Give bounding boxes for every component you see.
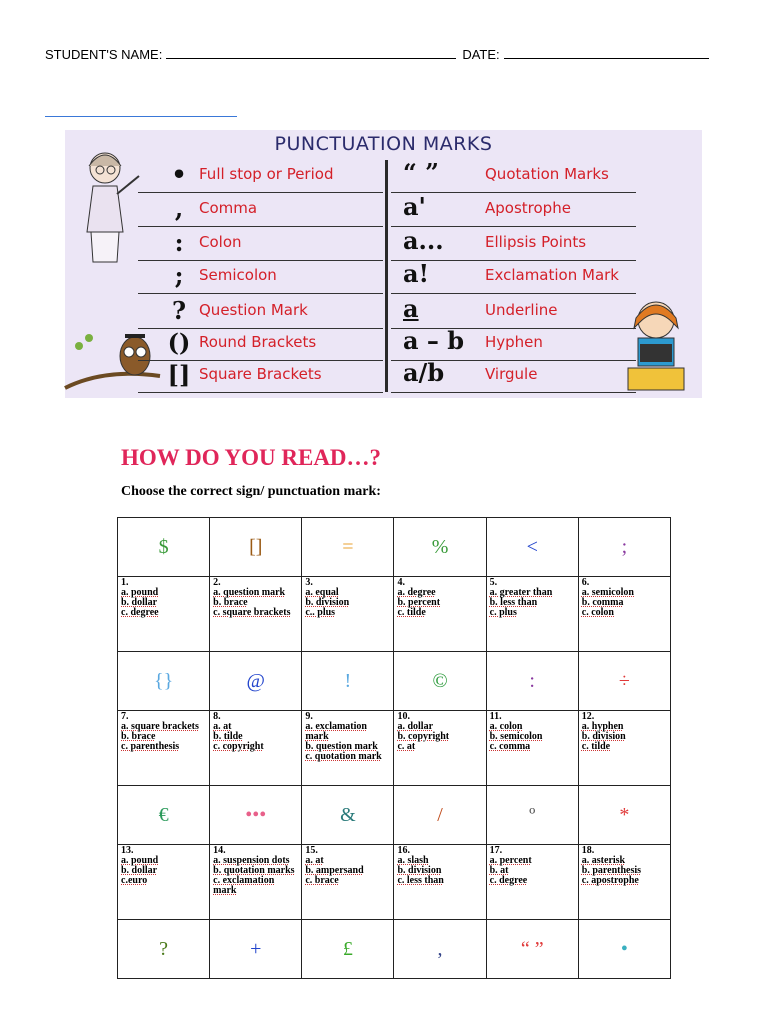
question-number: 17. bbox=[489, 845, 503, 856]
answer-option[interactable]: c. tilde bbox=[397, 607, 426, 618]
punctuation-symbol: € bbox=[158, 803, 169, 826]
banner-right-label: Hyphen bbox=[485, 333, 543, 351]
banner-title: PUNCTUATION MARKS bbox=[274, 133, 493, 155]
symbol-cell bbox=[394, 920, 486, 979]
banner-right-label: Ellipsis Points bbox=[485, 233, 587, 251]
question-number: 2. bbox=[213, 577, 221, 588]
banner-left-label: Comma bbox=[199, 199, 258, 217]
banner-left-symbol: [] bbox=[167, 360, 191, 389]
answer-option[interactable]: c. tilde bbox=[581, 741, 611, 752]
banner-left-symbol: • bbox=[171, 160, 187, 189]
options-cell bbox=[210, 845, 302, 920]
punctuation-symbol: £ bbox=[342, 937, 353, 960]
quiz-title: HOW DO YOU READ…? bbox=[121, 445, 382, 470]
answer-option[interactable]: b. dollar bbox=[121, 865, 158, 876]
quiz-subtitle: Choose the correct sign/ punctuation mark: bbox=[121, 484, 381, 499]
student-name-label: STUDENT'S NAME: bbox=[45, 47, 163, 62]
quiz-grid bbox=[117, 517, 671, 960]
options-cell bbox=[486, 577, 578, 652]
punctuation-symbol: + bbox=[250, 937, 262, 960]
answer-option[interactable]: b. percent bbox=[397, 597, 441, 608]
symbol-cell bbox=[302, 920, 394, 979]
header bbox=[45, 44, 735, 62]
question-number: 7. bbox=[121, 711, 129, 722]
question-number: 3. bbox=[305, 577, 313, 588]
answer-option[interactable]: b. division bbox=[397, 865, 442, 876]
question-number: 11. bbox=[489, 711, 502, 722]
options-cell bbox=[118, 845, 210, 920]
symbol-cell bbox=[486, 920, 578, 979]
punctuation-symbol: @ bbox=[246, 669, 265, 692]
options-cell bbox=[302, 845, 394, 920]
banner-left-symbol: () bbox=[167, 328, 191, 357]
options-cell bbox=[394, 711, 486, 786]
banner-left-rule bbox=[138, 226, 383, 227]
punctuation-symbol: ••• bbox=[245, 803, 267, 826]
question-number: 6. bbox=[581, 577, 590, 588]
answer-option[interactable]: a. colon bbox=[489, 721, 523, 732]
punctuation-symbol: * bbox=[619, 803, 630, 826]
answer-option[interactable]: a. equal bbox=[305, 587, 339, 598]
banner-left-label: Full stop or Period bbox=[199, 165, 334, 183]
answer-option[interactable]: b. less than bbox=[489, 597, 538, 608]
answer-option[interactable]: a. square brackets bbox=[121, 721, 199, 732]
answer-option[interactable]: c. brace bbox=[305, 875, 339, 886]
punctuation-symbol: ? bbox=[159, 937, 169, 960]
answer-option[interactable]: a. greater than bbox=[489, 587, 553, 598]
answer-option[interactable]: b. semicolon bbox=[489, 731, 543, 742]
answer-option[interactable]: b. copyright bbox=[397, 731, 450, 742]
answer-option[interactable]: b. parenthesis bbox=[581, 865, 642, 876]
answer-option[interactable]: b. at bbox=[489, 865, 509, 876]
answer-option[interactable]: c. quotation mark bbox=[305, 751, 382, 762]
banner-right-symbol: a... bbox=[403, 226, 444, 255]
answer-option[interactable]: b. tilde bbox=[213, 731, 243, 742]
answer-option[interactable]: a. suspension dots bbox=[213, 855, 290, 866]
answer-option[interactable]: c. comma bbox=[489, 741, 531, 752]
banner-left-symbol: ; bbox=[174, 261, 184, 290]
question-number: 14. bbox=[213, 845, 226, 856]
punctuation-symbol: {} bbox=[153, 669, 174, 692]
symbol-cell bbox=[210, 518, 302, 577]
question-number: 13. bbox=[121, 845, 134, 856]
owl-illustration bbox=[65, 328, 160, 394]
answer-option[interactable]: b. brace bbox=[121, 731, 156, 742]
banner-left-symbol: ? bbox=[171, 296, 187, 325]
symbol-cell bbox=[118, 518, 210, 577]
punctuation-symbol: • bbox=[620, 937, 628, 960]
blue-rule bbox=[45, 116, 237, 117]
symbol-cell bbox=[210, 786, 302, 845]
answer-option[interactable]: c. square brackets bbox=[213, 607, 291, 618]
answer-option[interactable]: b. ampersand bbox=[305, 865, 364, 876]
symbol-cell bbox=[210, 920, 302, 979]
punctuation-symbol: ; bbox=[621, 535, 628, 558]
banner-left-label: Question Mark bbox=[199, 301, 308, 319]
punctuation-symbol: [] bbox=[249, 535, 263, 558]
symbol-cell bbox=[578, 920, 670, 979]
options-cell bbox=[486, 711, 578, 786]
answer-option[interactable]: c. degree bbox=[121, 607, 159, 618]
answer-option[interactable]: b. dollar bbox=[121, 597, 158, 608]
answer-option[interactable]: b. question mark bbox=[305, 741, 378, 752]
answer-option[interactable]: c. colon bbox=[581, 607, 614, 618]
question-number: 16. bbox=[397, 845, 410, 856]
answer-option[interactable]: c.. plus bbox=[305, 607, 336, 618]
banner-left-label: Square Brackets bbox=[199, 365, 322, 383]
answer-option[interactable]: c. degree bbox=[489, 875, 528, 886]
symbol-row bbox=[118, 920, 671, 979]
symbol-cell bbox=[118, 786, 210, 845]
symbol-cell bbox=[302, 786, 394, 845]
answer-option[interactable]: c. less than bbox=[397, 875, 444, 886]
answer-option[interactable]: b. quotation marks bbox=[213, 865, 295, 876]
options-row bbox=[118, 845, 671, 920]
banner-left-symbol: , bbox=[174, 194, 184, 223]
answer-option[interactable]: c.euro bbox=[121, 875, 148, 886]
punctuation-symbol: / bbox=[437, 803, 443, 826]
answer-option[interactable]: b. brace bbox=[213, 597, 248, 608]
punctuation-symbol: ! bbox=[344, 669, 352, 692]
answer-option[interactable]: a. degree bbox=[397, 587, 436, 598]
symbol-cell bbox=[118, 652, 210, 711]
question-number: 10. bbox=[397, 711, 410, 722]
banner-left-rule bbox=[138, 293, 383, 294]
banner-left-rule bbox=[138, 192, 383, 193]
answer-option[interactable]: a. asterisk bbox=[581, 855, 626, 866]
answer-option[interactable]: c. at bbox=[397, 741, 416, 752]
question-number: 4. bbox=[397, 577, 405, 588]
punctuation-symbol: $ bbox=[158, 535, 169, 558]
banner-right-rule bbox=[391, 293, 636, 294]
symbol-cell bbox=[210, 652, 302, 711]
question-number: 8. bbox=[213, 711, 221, 722]
banner-left-symbol: : bbox=[174, 228, 184, 257]
answer-option[interactable]: c. apostrophe bbox=[581, 875, 639, 886]
answer-option[interactable]: a. percent bbox=[489, 855, 532, 866]
options-cell bbox=[578, 711, 670, 786]
options-cell bbox=[486, 845, 578, 920]
banner-right-label: Exclamation Mark bbox=[485, 266, 619, 284]
symbol-cell bbox=[578, 518, 670, 577]
answer-option[interactable]: b. division bbox=[305, 597, 350, 608]
options-cell bbox=[302, 711, 394, 786]
symbol-cell bbox=[486, 518, 578, 577]
symbol-cell bbox=[486, 652, 578, 711]
banner-left-rule bbox=[138, 392, 383, 393]
options-cell bbox=[210, 577, 302, 652]
symbol-cell bbox=[578, 786, 670, 845]
answer-option[interactable]: b. comma bbox=[581, 597, 624, 608]
answer-option[interactable]: c. copyright bbox=[213, 741, 264, 752]
punctuation-symbol: ÷ bbox=[618, 669, 630, 692]
quiz-table bbox=[117, 517, 671, 979]
banner-right-rule bbox=[391, 392, 636, 393]
banner-left-label: Round Brackets bbox=[199, 333, 317, 351]
question-number: 15. bbox=[305, 845, 318, 856]
options-cell bbox=[578, 577, 670, 652]
symbol-cell bbox=[118, 920, 210, 979]
symbol-cell bbox=[302, 518, 394, 577]
options-cell bbox=[394, 845, 486, 920]
question-number: 18. bbox=[581, 845, 595, 856]
options-row bbox=[118, 711, 671, 786]
date-label: DATE: bbox=[462, 47, 500, 62]
answer-option[interactable]: a. pound bbox=[121, 855, 159, 866]
options-cell bbox=[210, 711, 302, 786]
teacher-illustration bbox=[73, 142, 143, 277]
answer-option[interactable]: a. slash bbox=[397, 855, 429, 866]
symbol-cell bbox=[578, 652, 670, 711]
banner-right-symbol: a bbox=[403, 294, 419, 323]
punctuation-symbol: º bbox=[529, 803, 536, 826]
options-row bbox=[118, 577, 671, 652]
answer-option[interactable]: a. at bbox=[213, 721, 232, 732]
options-cell bbox=[578, 845, 670, 920]
options-cell bbox=[302, 577, 394, 652]
answer-option[interactable]: c. parenthesis bbox=[121, 741, 180, 752]
symbol-cell bbox=[486, 786, 578, 845]
punctuation-symbol: & bbox=[340, 803, 356, 826]
symbol-cell bbox=[394, 786, 486, 845]
question-number: 1. bbox=[121, 577, 129, 588]
answer-option[interactable]: a. question mark bbox=[213, 587, 286, 598]
question-number: 5. bbox=[489, 577, 498, 588]
punctuation-banner bbox=[65, 130, 702, 398]
answer-option[interactable]: c. plus bbox=[489, 607, 517, 618]
symbol-row bbox=[118, 786, 671, 845]
banner-left-label: Semicolon bbox=[199, 266, 277, 284]
answer-option[interactable]: a. dollar bbox=[397, 721, 434, 732]
symbol-row bbox=[118, 652, 671, 711]
symbol-cell bbox=[394, 518, 486, 577]
girl-illustration bbox=[620, 292, 690, 392]
question-number: 9. bbox=[305, 711, 313, 722]
options-cell bbox=[118, 711, 210, 786]
banner-right-symbol: a – b bbox=[403, 326, 465, 355]
options-cell bbox=[394, 577, 486, 652]
answer-option[interactable]: a. semicolon bbox=[581, 587, 634, 598]
answer-option[interactable]: a. exclamation mark bbox=[305, 721, 367, 742]
answer-option[interactable]: a. pound bbox=[121, 587, 159, 598]
answer-option[interactable]: b. division bbox=[581, 731, 626, 742]
banner-right-symbol: a' bbox=[403, 192, 426, 221]
answer-option[interactable]: c. exclamation mark bbox=[213, 875, 275, 896]
banner-right-label: Underline bbox=[485, 301, 558, 319]
punctuation-symbol: © bbox=[432, 669, 448, 692]
banner-right-label: Virgule bbox=[485, 365, 538, 383]
banner-right-label: Quotation Marks bbox=[485, 165, 609, 183]
banner-left-label: Colon bbox=[199, 233, 242, 251]
punctuation-symbol: , bbox=[437, 937, 443, 960]
options-cell bbox=[118, 577, 210, 652]
date-blank[interactable] bbox=[504, 44, 709, 59]
banner-right-symbol: “ ” bbox=[403, 158, 439, 187]
banner-right-rule bbox=[391, 192, 636, 193]
banner-right-symbol: a! bbox=[403, 259, 430, 288]
answer-option[interactable]: a. hyphen bbox=[581, 721, 624, 732]
punctuation-symbol: : bbox=[529, 669, 535, 692]
banner-right-symbol: a/b bbox=[403, 358, 445, 387]
symbol-row bbox=[118, 518, 671, 577]
symbol-cell bbox=[302, 652, 394, 711]
punctuation-symbol: = bbox=[342, 535, 354, 558]
banner-divider bbox=[385, 160, 388, 392]
student-name-blank[interactable] bbox=[166, 44, 456, 59]
symbol-cell bbox=[394, 652, 486, 711]
question-number: 12. bbox=[581, 711, 595, 722]
answer-option[interactable]: a. at bbox=[305, 855, 324, 866]
punctuation-symbol: < bbox=[526, 535, 538, 558]
banner-right-label: Apostrophe bbox=[485, 199, 571, 217]
punctuation-symbol: “ ” bbox=[520, 937, 544, 960]
punctuation-symbol: % bbox=[431, 535, 449, 558]
